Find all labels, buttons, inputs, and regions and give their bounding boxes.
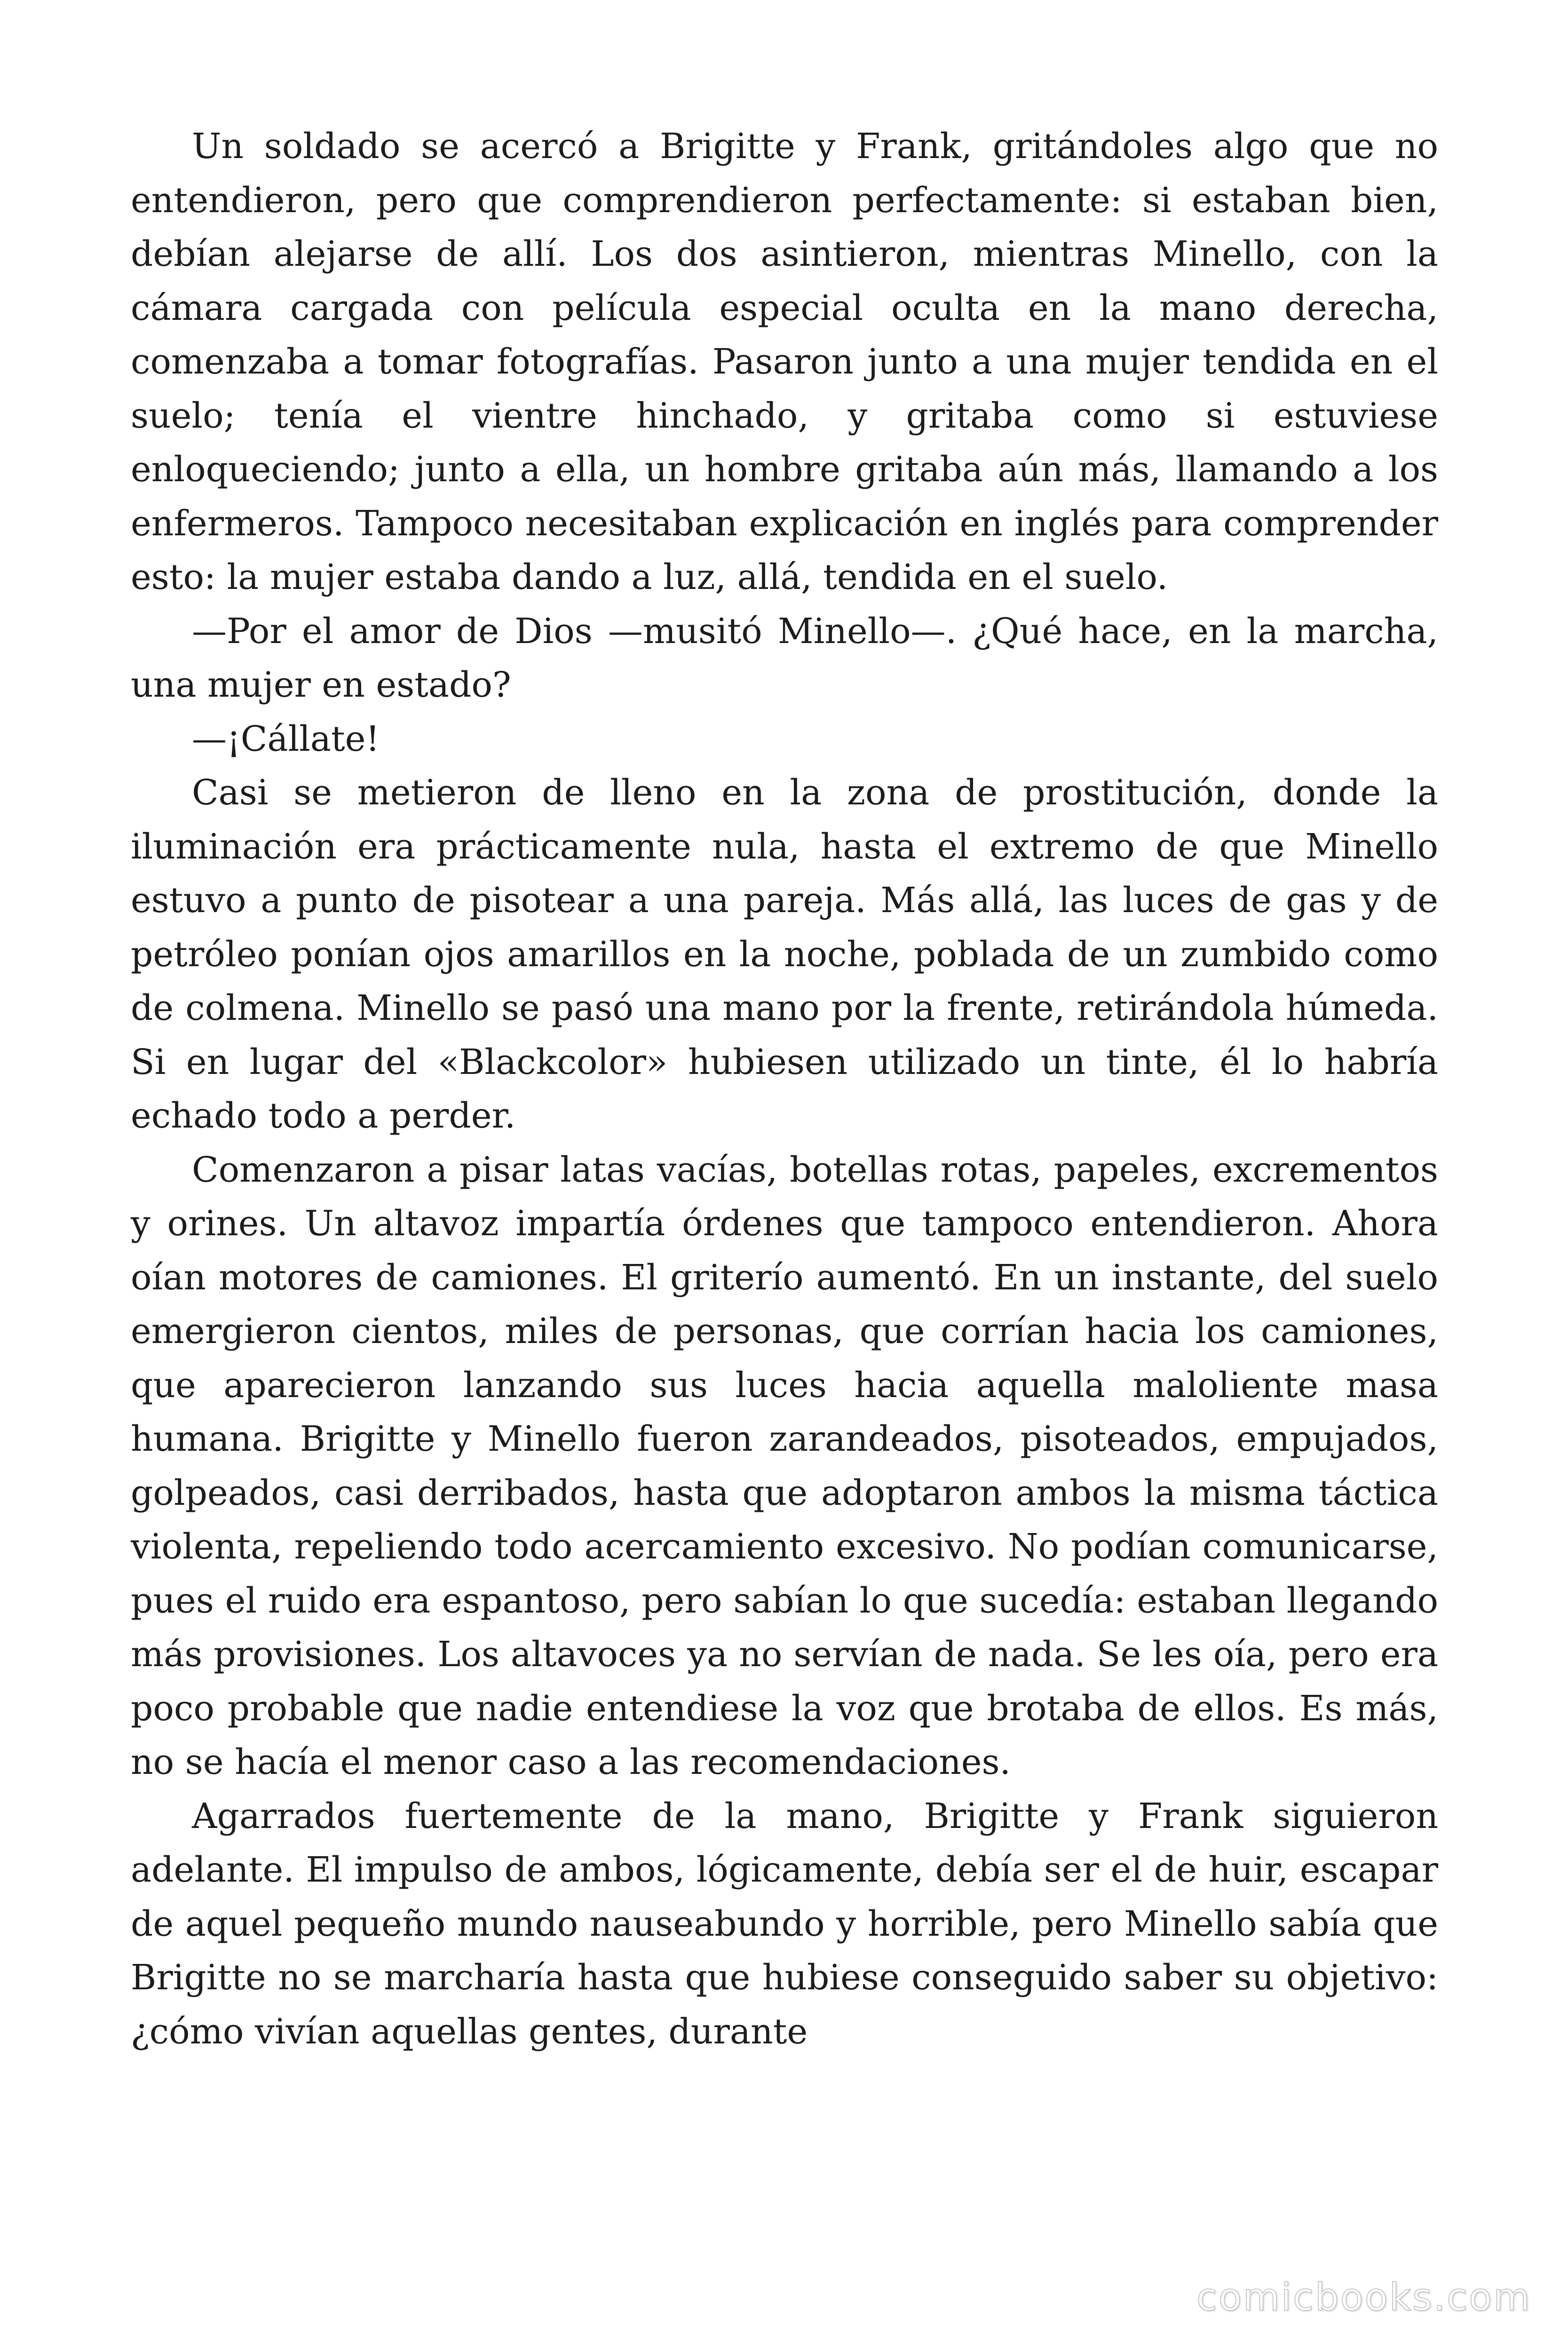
paragraph: Un soldado se acercó a Brigitte y Frank, gritándoles algo que no entendieron, pero que comprendieron perfectamente: si estaban bien, debían alejarse de allí. Los dos asintieron, mientras Minello, con la cámara cargada con película especial oculta en la mano derecha, comenzaba a tomar fotografías. Pasaron junto a una mujer tendida en el suelo; tenía el vientre hinchado, y gritaba como si estuviese enloqueciendo; junto a ella, un hombre gritaba aún más, llamando a los enfermeros. Tampoco necesitaban explicación en inglés para comprender esto: la mujer estaba dando a luz, allá, tendida en el suelo. xyxy=(131,126,1438,597)
dialogue-paragraph: —Por el amor de Dios —musitó Minello—. ¿Qué hace, en la marcha, una mujer en estado? xyxy=(131,611,1438,705)
watermark: comicbooks.com xyxy=(1196,2275,1531,2319)
paragraph: Casi se metieron de lleno en la zona de prostitución, donde la iluminación era prácticamente nula, hasta el extremo de que Minello estuvo a punto de pisotear a una pareja. Más allá, las luces de gas y de petróleo ponían ojos amarillos en la noche, poblada de un zumbido como de colmena. Minello se pasó una mano por la frente, retirándola húmeda. Si en lugar del «Blackcolor» hubiesen utilizado un tinte, él lo habría echado todo a perder. xyxy=(131,772,1438,1136)
body-text xyxy=(131,119,1438,2058)
paragraph: Agarrados fuertemente de la mano, Brigitte y Frank siguieron adelante. El impulso de ambos, lógicamente, debía ser el de huir, escapar de aquel pequeño mundo nauseabundo y horrible, pero Minello sabía que Brigitte no se marcharía hasta que hubiese conseguido saber su objetivo: ¿cómo vivían aquellas gentes, durante xyxy=(131,1796,1438,2052)
dialogue-paragraph: —¡Cállate! xyxy=(192,718,380,759)
paragraph: Comenzaron a pisar latas vacías, botellas rotas, papeles, excrementos y orines. Un altavoz impartía órdenes que tampoco entendieron. Ahora oían motores de camiones. El griterío aumentó. En un instante, del suelo emergieron cientos, miles de personas, que corrían hacia los camiones, que aparecieron lanzando sus luces hacia aquella maloliente masa humana. Brigitte y Minello fueron zarandeados, pisoteados, empujados, golpeados, casi derribados, hasta que adoptaron ambos la misma táctica violenta, repeliendo todo acercamiento excesivo. No podían comunicarse, pues el ruido era espantoso, pero sabían lo que sucedía: estaban llegando más provisiones. Los altavoces ya no servían de nada. Se les oía, pero era poco probable que nadie entendiese la voz que brotaba de ellos. Es más, no se hacía el menor caso a las recomendaciones. xyxy=(131,1149,1438,1782)
